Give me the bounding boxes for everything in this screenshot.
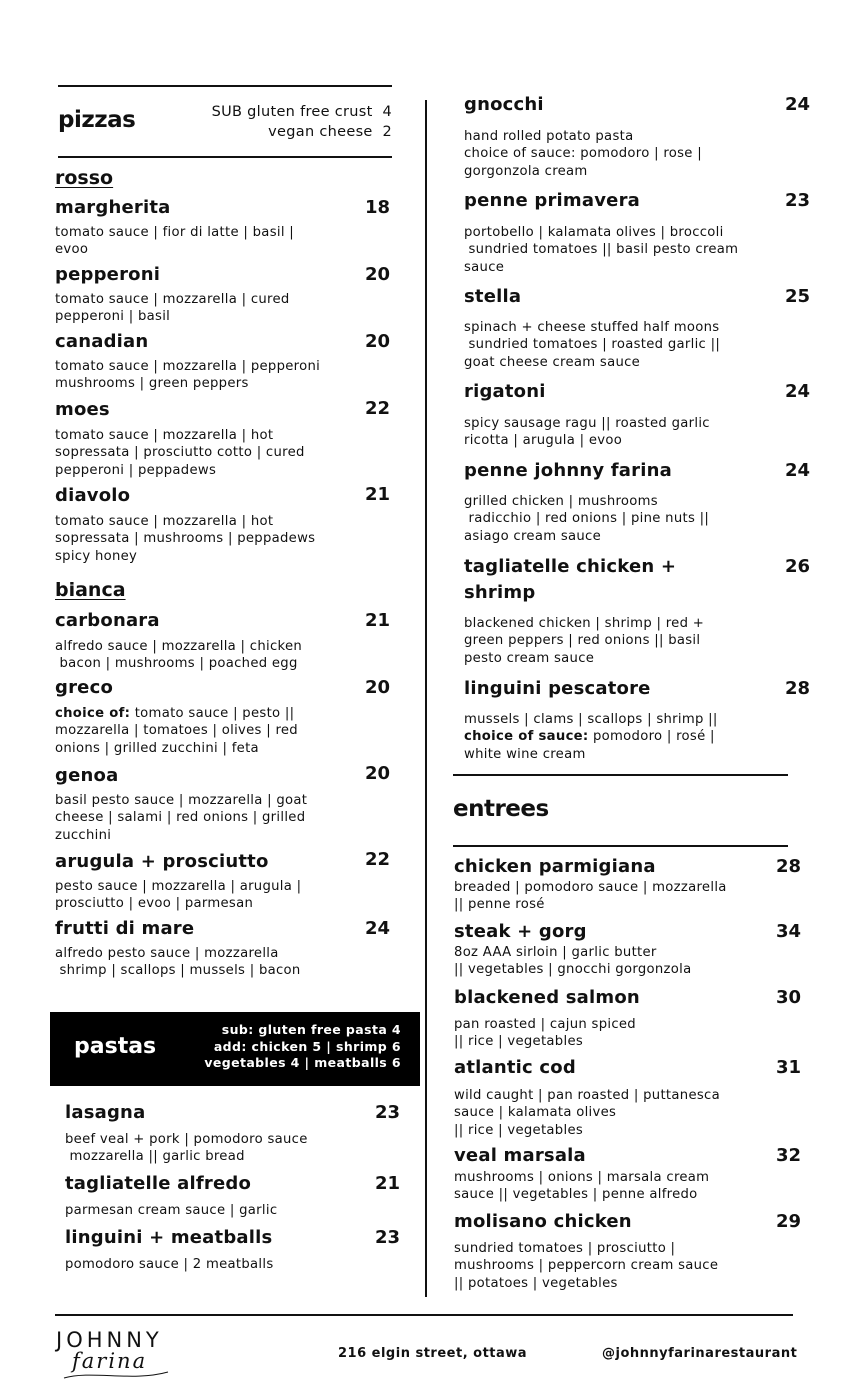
- pizzas-heading: pizzas: [58, 107, 136, 133]
- item-name: moes: [55, 399, 110, 420]
- item-price: 29: [775, 1211, 801, 1232]
- item-desc: alfredo pesto sauce | mozzarella shrimp | scallops | mussels | bacon: [55, 946, 301, 979]
- item-price: 24: [784, 460, 810, 481]
- logo-wordmark-top: JOHNNY: [56, 1328, 163, 1352]
- item-desc: tomato sauce | mozzarella | cured pepperoni | basil: [55, 292, 290, 325]
- entrees-bottom-rule: [453, 845, 788, 847]
- item-price: 21: [374, 1173, 400, 1194]
- item-desc: choice of: tomato sauce | pesto || mozzarella | tomatoes | olives | red onions | grilled zucchini | feta: [55, 706, 298, 756]
- item-price: 20: [364, 331, 390, 352]
- item-name: linguini pescatore: [464, 678, 651, 699]
- item-name: tagliatelle alfredo: [65, 1173, 252, 1194]
- item-price: 24: [784, 94, 810, 115]
- pizzas-bottom-rule: [58, 156, 392, 158]
- footer-rule: [55, 1314, 793, 1316]
- item-price: 25: [784, 286, 810, 307]
- item-name: diavolo: [55, 485, 131, 506]
- pasta-extras: sub: gluten free pasta 4 add: chicken 5 | shrimp 6 vegetables 4 | meatballs 6: [204, 1022, 401, 1070]
- item-price: 34: [775, 921, 801, 942]
- item-name: tagliatelle chicken +: [464, 556, 677, 577]
- item-name: lasagna: [65, 1102, 146, 1123]
- item-price: 32: [775, 1145, 801, 1166]
- item-desc: mushrooms | onions | marsala cream sauce || vegetables | penne alfredo: [454, 1170, 710, 1203]
- item-desc: beef veal + pork | pomodoro sauce mozzarella || garlic bread: [65, 1132, 308, 1165]
- item-name: gnocchi: [464, 94, 544, 115]
- item-price: 28: [775, 856, 801, 877]
- item-name: rigatoni: [464, 381, 546, 402]
- item-name: greco: [55, 677, 114, 698]
- pizza-extras: [190, 102, 392, 142]
- item-desc: basil pesto sauce | mozzarella | goat cheese | salami | red onions | grilled zucchini: [55, 793, 308, 843]
- pizza-extra-gluten-free: SUB gluten free crust 4: [211, 104, 392, 120]
- item-name: margherita: [55, 197, 171, 218]
- footer-address: 216 elgin street, ottawa: [338, 1346, 528, 1361]
- entrees-top-rule: [453, 774, 788, 776]
- item-name: frutti di mare: [55, 918, 195, 939]
- item-desc: pomodoro sauce | 2 meatballs: [65, 1257, 274, 1272]
- item-name: blackened salmon: [454, 987, 640, 1008]
- item-desc: grilled chicken | mushrooms radicchio | red onions | pine nuts || asiago cream sauce: [464, 494, 710, 544]
- pastas-banner: [50, 1012, 420, 1086]
- pizzas-top-rule: [58, 85, 392, 87]
- item-desc: wild caught | pan roasted | puttanesca sauce | kalamata olives || rice | vegetables: [454, 1088, 720, 1138]
- item-desc: portobello | kalamata olives | broccoli sundried tomatoes || basil pesto cream sauce: [464, 225, 739, 275]
- item-desc: tomato sauce | mozzarella | hot sopressata | prosciutto cotto | cured pepperoni | peppadews: [55, 428, 305, 478]
- rosso-heading: rosso: [55, 167, 114, 189]
- item-name: linguini + meatballs: [65, 1227, 273, 1248]
- item-price: 20: [364, 677, 390, 698]
- pastas-heading: pastas: [74, 1034, 157, 1059]
- item-price: 23: [374, 1227, 400, 1248]
- item-price: 31: [775, 1057, 801, 1078]
- item-name: veal marsala: [454, 1145, 586, 1166]
- item-name: atlantic cod: [454, 1057, 576, 1078]
- item-price: 26: [784, 556, 810, 577]
- item-price: 28: [784, 678, 810, 699]
- item-name: genoa: [55, 765, 119, 786]
- item-desc: tomato sauce | mozzarella | pepperoni mushrooms | green peppers: [55, 359, 321, 392]
- item-desc: alfredo sauce | mozzarella | chicken bacon | mushrooms | poached egg: [55, 639, 303, 672]
- item-name: canadian: [55, 331, 149, 352]
- item-desc: hand rolled potato pasta choice of sauce: pomodoro | rose | gorgonzola cream: [464, 129, 702, 179]
- item-price: 20: [364, 264, 390, 285]
- item-name: pepperoni: [55, 264, 161, 285]
- footer-social-handle[interactable]: @johnnyfarinarestaurant: [602, 1346, 798, 1361]
- column-divider: [425, 100, 427, 1297]
- item-price: 22: [364, 398, 390, 419]
- item-name: penne johnny farina: [464, 460, 672, 481]
- item-desc: spicy sausage ragu || roasted garlic ricotta | arugula | evoo: [464, 416, 710, 449]
- item-price: 20: [364, 763, 390, 784]
- item-name: chicken parmigiana: [454, 856, 656, 877]
- item-name: molisano chicken: [454, 1211, 632, 1232]
- item-desc: blackened chicken | shrimp | red + green peppers | red onions || basil pesto cream sauce: [464, 616, 705, 666]
- item-price: 30: [775, 987, 801, 1008]
- item-desc: mussels | clams | scallops | shrimp || choice of sauce: pomodoro | rosé | white wine cream: [464, 712, 718, 762]
- item-price: 23: [374, 1102, 400, 1123]
- item-name: carbonara: [55, 610, 160, 631]
- logo-wordmark-script: farina: [72, 1349, 148, 1373]
- logo-flourish-icon: [62, 1368, 172, 1382]
- item-desc: pan roasted | cajun spiced || rice | vegetables: [454, 1017, 636, 1050]
- item-name: steak + gorg: [454, 921, 587, 942]
- item-name: stella: [464, 286, 522, 307]
- bianca-heading: bianca: [55, 579, 126, 601]
- item-desc: pesto sauce | mozzarella | arugula | prosciutto | evoo | parmesan: [55, 879, 302, 912]
- pizza-extra-vegan-cheese: vegan cheese 2: [268, 124, 392, 140]
- item-price: 21: [364, 610, 390, 631]
- item-desc: tomato sauce | fior di latte | basil | evoo: [55, 225, 295, 258]
- item-desc: parmesan cream sauce | garlic: [65, 1203, 278, 1218]
- item-desc: breaded | pomodoro sauce | mozzarella || penne rosé: [454, 880, 727, 913]
- item-price: 18: [364, 197, 390, 218]
- item-desc: sundried tomatoes | prosciutto | mushrooms | peppercorn cream sauce || potatoes | vegetables: [454, 1241, 719, 1291]
- item-name: arugula + prosciutto: [55, 851, 269, 872]
- item-price: 22: [364, 849, 390, 870]
- item-price: 24: [784, 381, 810, 402]
- item-price: 21: [364, 484, 390, 505]
- item-price: 23: [784, 190, 810, 211]
- item-desc: 8oz AAA sirloin | garlic butter || vegetables | gnocchi gorgonzola: [454, 945, 692, 978]
- item-price: 24: [364, 918, 390, 939]
- item-desc: tomato sauce | mozzarella | hot sopressata | mushrooms | peppadews spicy honey: [55, 514, 316, 564]
- entrees-heading: entrees: [453, 796, 549, 822]
- item-name: penne primavera: [464, 190, 640, 211]
- item-name-line2: shrimp: [464, 582, 536, 603]
- item-desc: spinach + cheese stuffed half moons sundried tomatoes | roasted garlic || goat cheese cream sauce: [464, 320, 721, 370]
